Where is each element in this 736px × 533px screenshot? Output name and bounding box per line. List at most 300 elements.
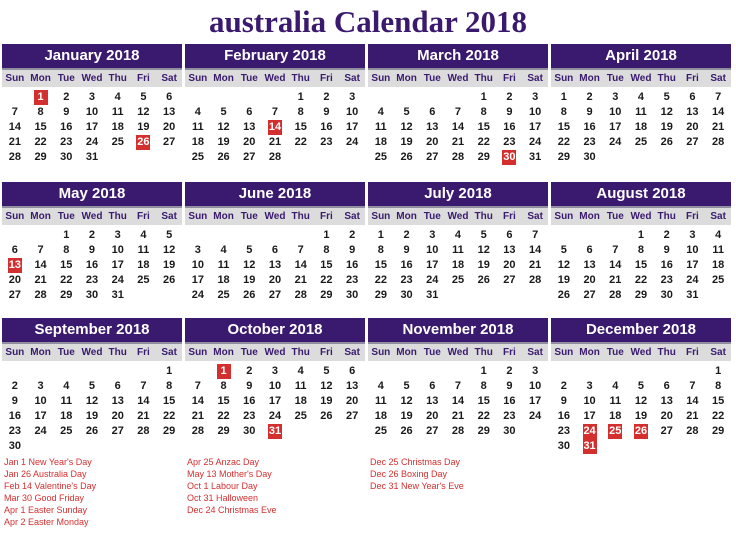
day-cell: 13	[268, 259, 282, 271]
day-cell: 11	[60, 395, 73, 407]
day-cell: 2	[586, 91, 593, 103]
day-cell: 9	[11, 395, 18, 407]
weekday-label: Tue	[240, 73, 258, 84]
month-11	[368, 318, 548, 439]
day-cell: 1	[480, 365, 487, 377]
holiday-day: 25	[609, 425, 622, 437]
day-cell: 6	[11, 244, 18, 256]
day-cell: 21	[137, 410, 150, 422]
day-cell: 28	[8, 151, 21, 163]
month-title: December 2018	[551, 318, 731, 344]
day-cell: 25	[111, 136, 124, 148]
day-cell: 1	[715, 365, 722, 377]
weekday-label: Wed	[630, 347, 652, 358]
day-cell: 18	[294, 395, 307, 407]
day-cell: 30	[243, 425, 256, 437]
day-cell: 24	[191, 289, 204, 301]
day-cell: 23	[557, 425, 570, 437]
weekday-label: Mon	[30, 211, 51, 222]
day-cell: 16	[8, 410, 21, 422]
day-cell: 24	[111, 274, 124, 286]
month-title: July 2018	[368, 182, 548, 208]
weekday-header	[2, 208, 182, 225]
day-cell: 1	[166, 365, 173, 377]
day-cell: 22	[557, 136, 570, 148]
day-grid	[2, 364, 182, 454]
holiday-day: 26	[137, 136, 150, 148]
day-cell: 22	[712, 410, 725, 422]
weekday-label: Sun	[371, 211, 391, 222]
day-grid	[185, 228, 365, 303]
day-cell: 8	[560, 106, 567, 118]
day-cell: 12	[85, 395, 99, 407]
weekday-label: Fri	[503, 211, 516, 222]
day-cell: 27	[111, 425, 124, 437]
day-cell: 28	[268, 151, 282, 163]
day-cell: 29	[217, 425, 230, 437]
day-cell: 18	[374, 136, 387, 148]
day-cell: 10	[85, 106, 99, 118]
weekday-label: Sun	[188, 73, 208, 84]
day-cell: 24	[609, 136, 622, 148]
day-cell: 31	[686, 289, 699, 301]
holiday-item: Mar 30 Good Friday	[4, 493, 85, 503]
day-cell: 20	[426, 410, 439, 422]
day-cell: 30	[400, 289, 413, 301]
weekday-label: Wed	[630, 211, 652, 222]
day-cell: 15	[374, 259, 387, 271]
day-cell: 13	[346, 380, 359, 392]
weekday-label: Thu	[291, 211, 310, 222]
day-cell: 7	[140, 380, 147, 392]
day-cell: 11	[192, 121, 204, 133]
day-cell: 13	[426, 395, 439, 407]
day-cell: 19	[320, 395, 333, 407]
day-cell: 23	[8, 425, 21, 437]
day-cell: 25	[191, 151, 204, 163]
day-cell: 27	[686, 136, 699, 148]
day-cell: 5	[663, 91, 670, 103]
holiday-day: 30	[503, 151, 516, 163]
day-cell: 26	[400, 425, 413, 437]
day-cell: 16	[60, 121, 73, 133]
day-cell: 2	[663, 229, 670, 241]
day-cell: 25	[374, 151, 387, 163]
weekday-label: Fri	[137, 347, 150, 358]
weekday-label: Thu	[657, 211, 676, 222]
day-cell: 19	[163, 259, 176, 271]
weekday-label: Sat	[710, 73, 726, 84]
weekday-label: Wed	[81, 211, 103, 222]
day-cell: 14	[294, 259, 307, 271]
day-cell: 10	[529, 106, 542, 118]
day-cell: 17	[529, 395, 542, 407]
weekday-header	[368, 344, 548, 361]
day-cell: 14	[712, 106, 725, 118]
day-grid	[185, 90, 365, 165]
day-cell: 18	[217, 274, 230, 286]
day-cell: 2	[246, 365, 253, 377]
day-cell: 22	[374, 274, 387, 286]
weekday-label: Tue	[57, 211, 75, 222]
day-cell: 19	[557, 274, 570, 286]
day-cell: 15	[60, 259, 73, 271]
weekday-label: Wed	[81, 73, 103, 84]
day-cell: 21	[451, 136, 465, 148]
day-cell: 16	[346, 259, 359, 271]
day-grid	[368, 90, 548, 165]
weekday-label: Mon	[30, 347, 51, 358]
day-cell: 12	[660, 106, 673, 118]
day-cell: 27	[660, 425, 673, 437]
day-cell: 10	[34, 395, 47, 407]
holiday-column	[370, 456, 550, 492]
day-grid	[185, 364, 365, 439]
day-cell: 19	[137, 121, 150, 133]
day-cell: 5	[560, 244, 567, 256]
day-cell: 27	[426, 151, 439, 163]
day-cell: 13	[111, 395, 124, 407]
day-cell: 12	[217, 121, 230, 133]
holiday-day: 1	[34, 90, 48, 105]
month-7	[368, 182, 548, 303]
weekday-label: Fri	[686, 347, 699, 358]
weekday-label: Thu	[291, 73, 310, 84]
day-cell: 30	[583, 151, 596, 163]
day-cell: 14	[137, 395, 150, 407]
day-cell: 18	[451, 259, 465, 271]
day-cell: 29	[557, 151, 570, 163]
day-cell: 11	[375, 121, 387, 133]
day-cell: 6	[271, 244, 279, 256]
day-cell: 7	[11, 106, 18, 118]
weekday-label: Thu	[108, 347, 127, 358]
weekday-header	[551, 344, 731, 361]
day-cell: 27	[503, 274, 516, 286]
day-cell: 22	[634, 274, 648, 286]
day-cell: 8	[297, 106, 304, 118]
day-cell: 13	[583, 259, 596, 271]
day-cell: 26	[217, 151, 230, 163]
day-cell: 19	[217, 136, 230, 148]
day-cell: 14	[191, 395, 204, 407]
day-cell: 3	[88, 91, 96, 103]
weekday-label: Wed	[264, 73, 286, 84]
day-cell: 28	[191, 425, 204, 437]
day-cell: 1	[560, 91, 567, 103]
weekday-label: Mon	[579, 347, 600, 358]
day-cell: 1	[637, 229, 645, 241]
day-cell: 29	[60, 289, 73, 301]
day-cell: 7	[454, 106, 462, 118]
weekday-label: Tue	[423, 73, 441, 84]
day-cell: 18	[191, 136, 204, 148]
day-cell: 30	[660, 289, 673, 301]
day-cell: 25	[60, 425, 73, 437]
day-cell: 8	[480, 106, 487, 118]
day-cell: 2	[63, 91, 70, 103]
day-cell: 14	[34, 259, 47, 271]
day-cell: 12	[557, 259, 570, 271]
day-cell: 2	[349, 229, 356, 241]
day-cell: 29	[163, 425, 176, 437]
day-cell: 16	[503, 121, 516, 133]
month-1	[2, 44, 182, 165]
day-cell: 2	[506, 365, 513, 377]
day-cell: 12	[243, 259, 256, 271]
day-cell: 29	[634, 289, 648, 301]
day-cell: 25	[217, 289, 230, 301]
day-cell: 9	[88, 244, 96, 256]
day-cell: 28	[294, 289, 307, 301]
day-cell: 12	[634, 395, 648, 407]
day-cell: 11	[217, 259, 230, 271]
day-cell: 15	[34, 121, 47, 133]
day-cell: 26	[660, 136, 673, 148]
day-cell: 23	[320, 136, 333, 148]
day-cell: 11	[111, 106, 124, 118]
day-cell: 9	[403, 244, 410, 256]
day-cell: 22	[294, 136, 307, 148]
weekday-label: Fri	[686, 211, 699, 222]
holiday-item: May 13 Mother's Day	[187, 469, 272, 479]
weekday-label: Sat	[161, 211, 177, 222]
day-cell: 20	[268, 274, 282, 286]
weekday-label: Sun	[5, 73, 25, 84]
day-cell: 1	[323, 229, 330, 241]
day-cell: 6	[349, 365, 356, 377]
weekday-label: Thu	[474, 347, 493, 358]
day-cell: 2	[11, 380, 18, 392]
day-cell: 9	[586, 106, 593, 118]
day-cell: 23	[503, 136, 516, 148]
weekday-header	[551, 70, 731, 87]
day-cell: 31	[111, 289, 124, 301]
day-cell: 22	[60, 274, 73, 286]
holiday-item: Dec 25 Christmas Day	[370, 457, 461, 467]
day-cell: 11	[712, 244, 724, 256]
weekday-label: Fri	[137, 211, 150, 222]
weekday-label: Mon	[213, 347, 234, 358]
day-cell: 10	[346, 106, 359, 118]
day-cell: 4	[377, 380, 384, 392]
day-cell: 27	[268, 289, 282, 301]
day-cell: 3	[271, 365, 279, 377]
day-cell: 15	[294, 121, 307, 133]
day-cell: 6	[166, 91, 173, 103]
weekday-label: Fri	[320, 211, 333, 222]
page-title: australia Calendar 2018	[208, 4, 528, 39]
month-title: August 2018	[551, 182, 731, 208]
day-cell: 13	[660, 395, 673, 407]
holiday-day: 31	[268, 425, 282, 437]
day-cell: 23	[583, 136, 596, 148]
day-cell: 28	[34, 289, 47, 301]
day-cell: 5	[480, 229, 487, 241]
day-cell: 22	[34, 136, 47, 148]
weekday-label: Tue	[423, 347, 441, 358]
month-6	[185, 182, 365, 303]
day-cell: 14	[451, 395, 465, 407]
weekday-label: Mon	[30, 73, 51, 84]
day-cell: 12	[320, 380, 333, 392]
day-cell: 3	[194, 244, 201, 256]
month-title: September 2018	[2, 318, 182, 344]
weekday-header	[185, 70, 365, 87]
day-cell: 7	[297, 244, 304, 256]
holiday-item: Jan 1 New Year's Day	[4, 457, 92, 467]
day-cell: 4	[715, 229, 722, 241]
day-cell: 20	[111, 410, 124, 422]
day-cell: 6	[663, 380, 670, 392]
day-cell: 10	[191, 259, 204, 271]
weekday-label: Sun	[554, 347, 574, 358]
day-cell: 17	[426, 259, 439, 271]
weekday-label: Sun	[5, 347, 25, 358]
holiday-day: 24	[583, 425, 596, 437]
day-cell: 6	[506, 229, 513, 241]
weekday-label: Wed	[630, 73, 652, 84]
day-cell: 17	[34, 410, 47, 422]
day-cell: 18	[374, 410, 387, 422]
day-cell: 26	[243, 289, 256, 301]
day-cell: 2	[323, 91, 330, 103]
day-cell: 28	[137, 425, 150, 437]
day-cell: 18	[634, 121, 648, 133]
day-cell: 1	[377, 229, 384, 241]
month-10	[185, 318, 365, 439]
day-cell: 6	[429, 106, 436, 118]
day-cell: 28	[609, 289, 622, 301]
weekday-label: Mon	[213, 211, 234, 222]
day-cell: 30	[557, 440, 570, 452]
day-cell: 4	[612, 380, 619, 392]
day-cell: 11	[452, 244, 464, 256]
day-cell: 2	[560, 380, 567, 392]
day-cell: 12	[163, 244, 176, 256]
day-cell: 6	[586, 244, 593, 256]
weekday-label: Sat	[344, 347, 360, 358]
day-cell: 27	[346, 410, 359, 422]
day-cell: 24	[346, 136, 359, 148]
day-cell: 1	[63, 229, 70, 241]
day-cell: 21	[268, 136, 282, 148]
weekday-label: Thu	[657, 347, 676, 358]
day-cell: 6	[689, 91, 696, 103]
day-cell: 16	[85, 259, 99, 271]
day-cell: 2	[403, 229, 410, 241]
day-cell: 5	[403, 106, 410, 118]
month-title: January 2018	[2, 44, 182, 70]
day-cell: 3	[114, 229, 121, 241]
day-cell: 9	[506, 380, 513, 392]
day-cell: 17	[85, 121, 99, 133]
day-cell: 16	[583, 121, 596, 133]
holiday-item: Dec 24 Christmas Eve	[187, 505, 277, 515]
day-cell: 29	[477, 425, 490, 437]
weekday-label: Sat	[710, 211, 726, 222]
weekday-label: Fri	[503, 73, 516, 84]
day-cell: 5	[88, 380, 96, 392]
day-cell: 3	[586, 380, 593, 392]
day-cell: 6	[114, 380, 121, 392]
day-cell: 21	[686, 410, 699, 422]
day-cell: 7	[271, 106, 279, 118]
month-3	[368, 44, 548, 165]
day-cell: 15	[477, 121, 490, 133]
day-cell: 28	[451, 425, 465, 437]
day-cell: 8	[166, 380, 173, 392]
day-cell: 22	[320, 274, 333, 286]
day-cell: 15	[634, 259, 648, 271]
day-cell: 18	[609, 410, 622, 422]
day-cell: 6	[429, 380, 436, 392]
month-title: October 2018	[185, 318, 365, 344]
day-cell: 3	[689, 229, 696, 241]
day-cell: 24	[268, 410, 282, 422]
day-cell: 15	[217, 395, 230, 407]
day-cell: 9	[663, 244, 670, 256]
holiday-column	[4, 456, 184, 528]
weekday-label: Mon	[213, 73, 234, 84]
weekday-label: Fri	[137, 73, 150, 84]
day-cell: 8	[480, 380, 487, 392]
day-cell: 14	[609, 259, 622, 271]
day-grid	[551, 364, 731, 454]
day-cell: 4	[114, 91, 121, 103]
day-cell: 31	[529, 151, 542, 163]
day-cell: 13	[243, 121, 256, 133]
day-cell: 26	[163, 274, 176, 286]
day-cell: 30	[346, 289, 359, 301]
day-cell: 9	[246, 380, 253, 392]
day-cell: 26	[320, 410, 333, 422]
day-cell: 29	[477, 151, 490, 163]
weekday-label: Thu	[474, 73, 493, 84]
day-cell: 3	[349, 91, 356, 103]
day-cell: 1	[480, 91, 487, 103]
day-cell: 27	[163, 136, 176, 148]
day-cell: 29	[712, 425, 725, 437]
day-cell: 9	[506, 106, 513, 118]
day-cell: 26	[85, 425, 99, 437]
day-cell: 21	[529, 259, 542, 271]
day-cell: 28	[529, 274, 542, 286]
month-title: May 2018	[2, 182, 182, 208]
holiday-item: Dec 26 Boxing Day	[370, 469, 448, 479]
weekday-label: Thu	[108, 73, 127, 84]
day-cell: 17	[583, 410, 596, 422]
day-cell: 15	[557, 121, 570, 133]
day-cell: 20	[660, 410, 673, 422]
weekday-label: Sun	[554, 211, 574, 222]
weekday-label: Sat	[527, 211, 543, 222]
day-cell: 19	[243, 274, 256, 286]
weekday-label: Sun	[188, 347, 208, 358]
day-cell: 8	[63, 244, 70, 256]
day-cell: 24	[529, 136, 542, 148]
day-cell: 23	[85, 274, 99, 286]
month-title: November 2018	[368, 318, 548, 344]
day-cell: 10	[426, 244, 439, 256]
day-cell: 19	[85, 410, 99, 422]
day-cell: 19	[477, 259, 490, 271]
day-cell: 10	[583, 395, 596, 407]
month-2	[185, 44, 365, 165]
day-cell: 13	[163, 106, 176, 118]
holiday-item: Apr 2 Easter Monday	[4, 517, 89, 527]
month-8	[551, 182, 731, 303]
